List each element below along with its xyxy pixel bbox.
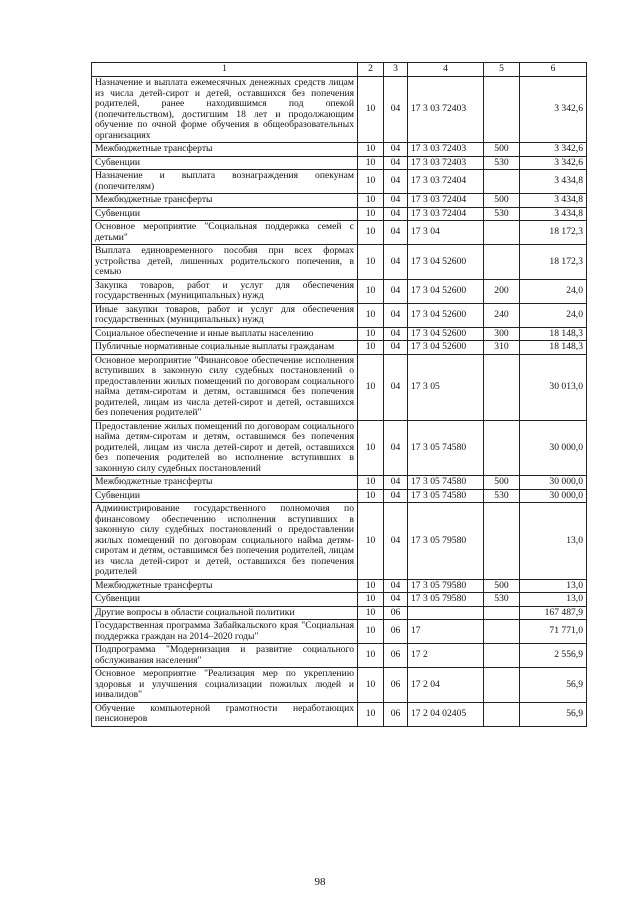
section-code-cell: 10 (358, 221, 384, 245)
subsection-code-cell: 04 (384, 489, 408, 503)
amount-cell: 56,9 (520, 668, 587, 703)
amount-cell: 2 556,9 (520, 644, 587, 668)
expense-type-cell (484, 354, 520, 420)
section-code-cell: 10 (358, 341, 384, 355)
expense-type-cell (484, 668, 520, 703)
amount-cell: 56,9 (520, 702, 587, 726)
section-code-cell: 10 (358, 245, 384, 280)
table-row (92, 341, 587, 355)
section-code-cell: 10 (358, 156, 384, 170)
target-article-cell: 17 3 04 52600 (408, 341, 484, 355)
expense-type-cell: 530 (484, 207, 520, 221)
subsection-code-cell: 04 (384, 170, 408, 194)
subsection-code-cell: 04 (384, 143, 408, 157)
expense-type-cell: 500 (484, 143, 520, 157)
section-code-cell: 10 (358, 620, 384, 644)
target-article-cell: 17 2 04 (408, 668, 484, 703)
section-code-cell: 10 (358, 503, 384, 580)
row-name-cell: Основное мероприятие "Финансовое обеспечение исполнения вступивших в законную силу судебных постановлений о предоставлении жилых помещений по договорам социального найма детям-сиротам и детям, оставшимся без попечения родителей, лицам из числа детей-сирот и детей, оставшихся без попечения родителей" (92, 354, 358, 420)
amount-cell: 3 342,6 (520, 77, 587, 143)
expense-type-cell (484, 77, 520, 143)
amount-cell: 71 771,0 (520, 620, 587, 644)
amount-cell: 3 434,8 (520, 207, 587, 221)
section-code-cell: 10 (358, 489, 384, 503)
row-name-cell: Государственная программа Забайкальского края "Социальная поддержка граждан на 2014–2020 годы" (92, 620, 358, 644)
expense-type-cell: 530 (484, 489, 520, 503)
subsection-code-cell: 04 (384, 476, 408, 490)
expense-type-cell (484, 245, 520, 280)
target-article-cell: 17 3 05 79580 (408, 503, 484, 580)
section-code-cell: 10 (358, 420, 384, 476)
table-body (92, 63, 587, 727)
page-number: 98 (314, 876, 326, 888)
amount-cell: 13,0 (520, 593, 587, 607)
expense-type-cell: 310 (484, 341, 520, 355)
expense-type-cell (484, 420, 520, 476)
row-name-cell: Публичные нормативные социальные выплаты гражданам (92, 341, 358, 355)
section-code-cell: 10 (358, 593, 384, 607)
target-article-cell: 17 3 03 72403 (408, 143, 484, 157)
table-row (92, 143, 587, 157)
target-article-cell: 17 (408, 620, 484, 644)
amount-cell: 30 000,0 (520, 420, 587, 476)
amount-cell: 13,0 (520, 579, 587, 593)
expense-type-cell: 530 (484, 593, 520, 607)
row-name-cell: Основное мероприятие "Реализация мер по укреплению здоровья и улучшения социализации пожилых людей и инвалидов" (92, 668, 358, 703)
table-row (92, 170, 587, 194)
expense-type-cell: 300 (484, 327, 520, 341)
section-code-cell: 10 (358, 207, 384, 221)
amount-cell: 18 148,3 (520, 327, 587, 341)
amount-cell: 30 013,0 (520, 354, 587, 420)
section-code-cell: 10 (358, 354, 384, 420)
row-name-cell: Назначение и выплата ежемесячных денежных средств лицам из числа детей-сирот и детей, оставшихся без попечения родителей, ранее находившимся под опекой (попечительством), достигшим 18 лет и продолжающим обучение по очной форме обучения в общеобразовательных организациях (92, 77, 358, 143)
row-name-cell: Обучение компьютерной грамотности неработающих пенсионеров (92, 702, 358, 726)
row-name-cell: Субвенции (92, 593, 358, 607)
row-name-cell: Другие вопросы в области социальной политики (92, 606, 358, 620)
row-name-cell: Межбюджетные трансферты (92, 476, 358, 490)
target-article-cell: 17 3 05 74580 (408, 420, 484, 476)
section-code-cell: 10 (358, 170, 384, 194)
target-article-cell: 17 3 04 52600 (408, 327, 484, 341)
expense-type-cell: 500 (484, 579, 520, 593)
target-article-cell: 17 3 03 72404 (408, 170, 484, 194)
table-row (92, 593, 587, 607)
subsection-code-cell: 06 (384, 644, 408, 668)
table-row (92, 207, 587, 221)
section-code-cell: 10 (358, 644, 384, 668)
header-cell: 1 (92, 63, 358, 77)
target-article-cell: 17 3 04 52600 (408, 303, 484, 327)
table-row (92, 606, 587, 620)
amount-cell: 3 434,8 (520, 194, 587, 208)
amount-cell: 30 000,0 (520, 476, 587, 490)
amount-cell: 13,0 (520, 503, 587, 580)
target-article-cell: 17 3 05 79580 (408, 579, 484, 593)
target-article-cell: 17 2 (408, 644, 484, 668)
row-name-cell: Межбюджетные трансферты (92, 143, 358, 157)
table-row (92, 644, 587, 668)
expense-type-cell (484, 620, 520, 644)
row-name-cell: Выплата единовременного пособия при всех формах устройства детей, лишенных родительского попечения, в семью (92, 245, 358, 280)
section-code-cell: 10 (358, 303, 384, 327)
expense-type-cell (484, 702, 520, 726)
amount-cell: 18 148,3 (520, 341, 587, 355)
subsection-code-cell: 04 (384, 194, 408, 208)
target-article-cell: 17 3 04 52600 (408, 279, 484, 303)
subsection-code-cell: 04 (384, 245, 408, 280)
table-row (92, 579, 587, 593)
subsection-code-cell: 04 (384, 503, 408, 580)
row-name-cell: Администрирование государственного полномочия по финансовому обеспечению исполнения вступивших в законную силу судебных постановлений о предоставлении жилых помещений по договорам социального найма детям-сиротам и детям, оставшимся без попечения родителей, лицам из числа детей-сирот и детей, оставшихся без попечения родителей (92, 503, 358, 580)
subsection-code-cell: 04 (384, 77, 408, 143)
target-article-cell: 17 3 05 74580 (408, 489, 484, 503)
target-article-cell (408, 606, 484, 620)
row-name-cell: Субвенции (92, 156, 358, 170)
header-cell: 2 (358, 63, 384, 77)
row-name-cell: Субвенции (92, 207, 358, 221)
subsection-code-cell: 06 (384, 606, 408, 620)
section-code-cell: 10 (358, 77, 384, 143)
header-row (92, 63, 587, 77)
subsection-code-cell: 06 (384, 702, 408, 726)
table-row (92, 354, 587, 420)
row-name-cell: Назначение и выплата вознаграждения опекунам (попечителям) (92, 170, 358, 194)
expense-type-cell (484, 170, 520, 194)
amount-cell: 24,0 (520, 303, 587, 327)
table-row (92, 503, 587, 580)
subsection-code-cell: 04 (384, 279, 408, 303)
amount-cell: 30 000,0 (520, 489, 587, 503)
section-code-cell: 10 (358, 606, 384, 620)
subsection-code-cell: 04 (384, 354, 408, 420)
budget-table (91, 62, 587, 727)
row-name-cell: Межбюджетные трансферты (92, 194, 358, 208)
table-row (92, 279, 587, 303)
subsection-code-cell: 04 (384, 579, 408, 593)
row-name-cell: Межбюджетные трансферты (92, 579, 358, 593)
row-name-cell: Социальное обеспечение и иные выплаты населению (92, 327, 358, 341)
table-row (92, 489, 587, 503)
row-name-cell: Предоставление жилых помещений по договорам социального найма детям-сиротам и детям, оставшимся без попечения родителей, лицам из числа детей-сирот и детей, оставшихся без попечения родителей во исполнение вступивших в законную силу судебных постановлений (92, 420, 358, 476)
expense-type-cell: 530 (484, 156, 520, 170)
table-row (92, 245, 587, 280)
expense-type-cell: 200 (484, 279, 520, 303)
section-code-cell: 10 (358, 279, 384, 303)
target-article-cell: 17 2 04 02405 (408, 702, 484, 726)
amount-cell: 3 342,6 (520, 143, 587, 157)
target-article-cell: 17 3 03 72403 (408, 156, 484, 170)
table-row (92, 476, 587, 490)
table-row (92, 420, 587, 476)
expense-type-cell: 500 (484, 476, 520, 490)
target-article-cell: 17 3 03 72403 (408, 77, 484, 143)
target-article-cell: 17 3 05 (408, 354, 484, 420)
target-article-cell: 17 3 05 79580 (408, 593, 484, 607)
row-name-cell: Субвенции (92, 489, 358, 503)
section-code-cell: 10 (358, 668, 384, 703)
subsection-code-cell: 04 (384, 303, 408, 327)
row-name-cell: Иные закупки товаров, работ и услуг для обеспечения государственных (муниципальных) нужд (92, 303, 358, 327)
target-article-cell: 17 3 04 52600 (408, 245, 484, 280)
table-row (92, 77, 587, 143)
target-article-cell: 17 3 04 (408, 221, 484, 245)
header-cell: 3 (384, 63, 408, 77)
subsection-code-cell: 06 (384, 620, 408, 644)
expense-type-cell (484, 503, 520, 580)
subsection-code-cell: 04 (384, 327, 408, 341)
target-article-cell: 17 3 03 72404 (408, 194, 484, 208)
table-row (92, 620, 587, 644)
subsection-code-cell: 04 (384, 221, 408, 245)
table-row (92, 327, 587, 341)
subsection-code-cell: 06 (384, 668, 408, 703)
table-row (92, 303, 587, 327)
row-name-cell: Подпрограмма "Модернизация и развитие социального обслуживания населения" (92, 644, 358, 668)
section-code-cell: 10 (358, 476, 384, 490)
section-code-cell: 10 (358, 579, 384, 593)
amount-cell: 24,0 (520, 279, 587, 303)
amount-cell: 18 172,3 (520, 221, 587, 245)
table-row (92, 702, 587, 726)
subsection-code-cell: 04 (384, 156, 408, 170)
expense-type-cell (484, 221, 520, 245)
amount-cell: 18 172,3 (520, 245, 587, 280)
table-row (92, 194, 587, 208)
target-article-cell: 17 3 05 74580 (408, 476, 484, 490)
section-code-cell: 10 (358, 194, 384, 208)
row-name-cell: Основное мероприятие "Социальная поддержка семей с детьми" (92, 221, 358, 245)
subsection-code-cell: 04 (384, 420, 408, 476)
header-cell: 6 (520, 63, 587, 77)
amount-cell: 3 434,8 (520, 170, 587, 194)
table-row (92, 668, 587, 703)
section-code-cell: 10 (358, 143, 384, 157)
table-row (92, 156, 587, 170)
expense-type-cell: 240 (484, 303, 520, 327)
header-cell: 4 (408, 63, 484, 77)
subsection-code-cell: 04 (384, 207, 408, 221)
expense-type-cell (484, 606, 520, 620)
amount-cell: 3 342,6 (520, 156, 587, 170)
subsection-code-cell: 04 (384, 341, 408, 355)
table-row (92, 221, 587, 245)
section-code-cell: 10 (358, 702, 384, 726)
expense-type-cell: 500 (484, 194, 520, 208)
target-article-cell: 17 3 03 72404 (408, 207, 484, 221)
row-name-cell: Закупка товаров, работ и услуг для обеспечения государственных (муниципальных) нужд (92, 279, 358, 303)
expense-type-cell (484, 644, 520, 668)
subsection-code-cell: 04 (384, 593, 408, 607)
amount-cell: 167 487,9 (520, 606, 587, 620)
header-cell: 5 (484, 63, 520, 77)
section-code-cell: 10 (358, 327, 384, 341)
